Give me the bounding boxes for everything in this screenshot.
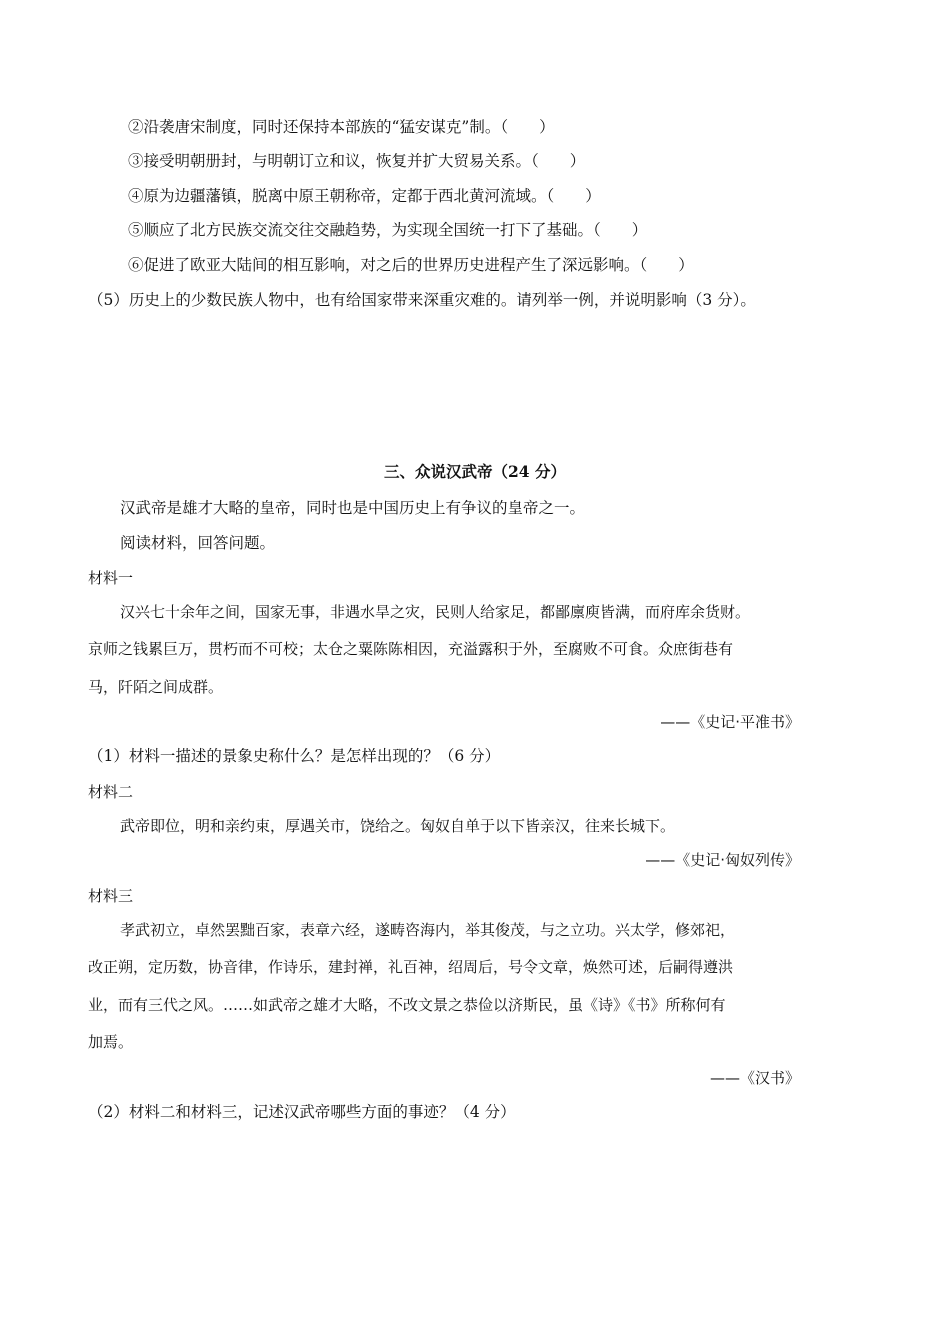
material-1-source: ——《史记·平准书》 bbox=[660, 713, 800, 731]
question-2: （2）材料二和材料三，记述汉武帝哪些方面的事迹？（4 分） bbox=[88, 1103, 516, 1121]
material-2-line: 武帝即位，明和亲约束，厚遇关市，饶给之。匈奴自单于以下皆亲汉，往来长城下。 bbox=[120, 817, 676, 835]
material-3-heading: 材料三 bbox=[88, 887, 134, 905]
material-3-line: 业，而有三代之风。……如武帝之雄才大略，不改文景之恭俭以济斯民，虽《诗》《书》所称何有 bbox=[88, 996, 726, 1014]
option-item-5: ⑤顺应了北方民族交流交往交融趋势，为实现全国统一打下了基础。（ ） bbox=[128, 221, 648, 239]
question-1: （1）材料一描述的景象史称什么？是怎样出现的？（6 分） bbox=[88, 747, 501, 765]
material-1-heading: 材料一 bbox=[88, 569, 134, 587]
material-3-line: 加焉。 bbox=[88, 1033, 134, 1051]
option-item-6: ⑥促进了欧亚大陆间的相互影响，对之后的世界历史进程产生了深远影响。（ ） bbox=[128, 256, 694, 274]
option-item-2: ②沿袭唐宋制度，同时还保持本部族的“猛安谋克”制。（ ） bbox=[128, 118, 555, 136]
material-2-heading: 材料二 bbox=[88, 783, 134, 801]
material-2-source: ——《史记·匈奴列传》 bbox=[645, 851, 800, 869]
material-1-line: 汉兴七十余年之间，国家无事，非遇水旱之灾，民则人给家足，都鄙廪庾皆满，而府库余货财。 bbox=[120, 603, 751, 621]
material-1-line: 京师之钱累巨万，贯朽而不可校；太仓之粟陈陈相因，充溢露积于外，至腐败不可食。众庶街巷有 bbox=[88, 640, 734, 658]
material-3-source: ——《汉书》 bbox=[709, 1069, 800, 1087]
material-3-line: 改正朔，定历数，协音律，作诗乐，建封禅，礼百神，绍周后，号令文章，焕然可述，后嗣得遵洪 bbox=[88, 958, 734, 976]
option-item-4: ④原为边疆藩镇，脱离中原王朝称帝，定都于西北黄河流域。（ ） bbox=[128, 187, 601, 205]
material-1-line: 马，阡陌之间成群。 bbox=[88, 678, 224, 696]
question-5: （5）历史上的少数民族人物中，也有给国家带来深重灾难的。请列举一例，并说明影响（3 分）。 bbox=[88, 291, 756, 309]
section-instruction: 阅读材料，回答问题。 bbox=[120, 534, 276, 552]
material-3-line: 孝武初立，卓然罢黜百家，表章六经，遂畴咨海内，举其俊茂，与之立功。兴太学，修郊祀， bbox=[120, 921, 736, 939]
section-intro: 汉武帝是雄才大略的皇帝，同时也是中国历史上有争议的皇帝之一。 bbox=[120, 499, 586, 517]
section-title: 三、众说汉武帝（24 分） bbox=[384, 462, 566, 481]
option-item-3: ③接受明朝册封，与明朝订立和议，恢复并扩大贸易关系。（ ） bbox=[128, 152, 586, 170]
